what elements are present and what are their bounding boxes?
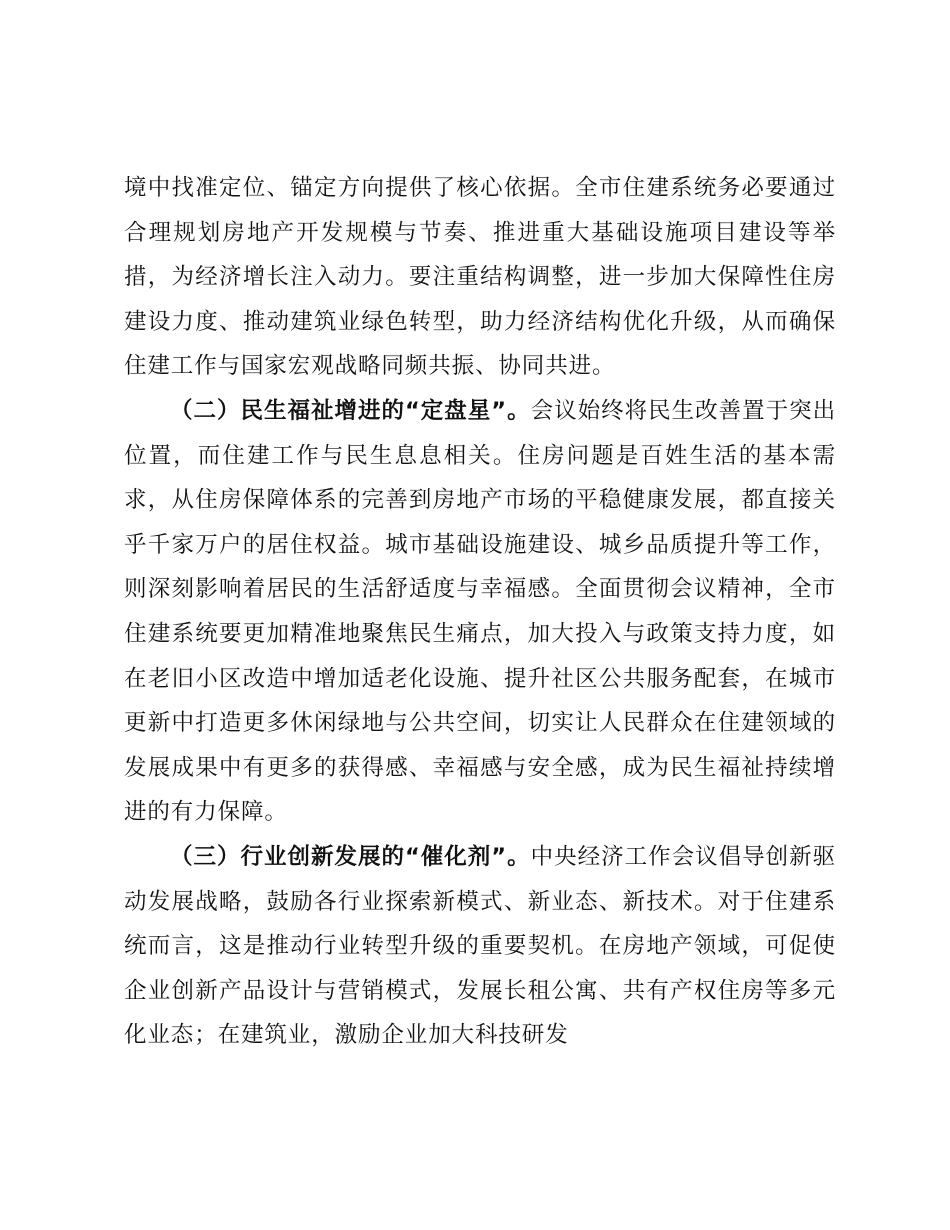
paragraph-innovation: [124, 835, 836, 1058]
paragraph-body: 境中找准定位、锚定方向提供了核心依据。全市住建系统务必要通过合理规划房地产开发规模与节奏、推进重大基础设施项目建设等举措，为经济增长注入动力。要注重结构调整，进一步加大保障性住房建设力度、推动建筑业绿色转型，助力经济结构优化升级，从而确保住建工作与国家宏观战略同频共振、协同共进。: [124, 175, 836, 380]
paragraph-body: 中央经济工作会议倡导创新驱动发展战略，鼓励各行业探索新模式、新业态、新技术。对于住建系统而言，这是推动行业转型升级的重要契机。在房地产领域，可促使企业创新产品设计与营销模式，发展长租公寓、共有产权住房等多元化业态；在建筑业，激励企业加大科技研发: [124, 843, 836, 1049]
section-heading-two: （二）民生福祉增进的“定盘星”。: [170, 397, 531, 424]
paragraph-body: 会议始终将民生改善置于突出位置，而住建工作与民生息息相关。住房问题是百姓生活的基本需求，从住房保障体系的完善到房地产市场的平稳健康发展，都直接关乎千家万户的居住权益。城市基础设施建设、城乡品质提升等工作，则深刻影响着居民的生活舒适度与幸福感。全面贯彻会议精神，全市住建系统要更加精准地聚焦民生痛点，加大投入与政策支持力度，如在老旧小区改造中增加适老化设施、提升社区公共服务配套，在城市更新中打造更多休闲绿地与公共空间，切实让人民群众在住建领域的发展成果中有更多的获得感、幸福感与安全感，成为民生福祉持续增进的有力保障。: [124, 397, 836, 826]
section-heading-three: （三）行业创新发展的“催化剂”。: [170, 843, 531, 870]
paragraph-continuation: [124, 166, 836, 389]
paragraph-livelihood: [124, 389, 836, 835]
document-body: [124, 166, 836, 1058]
